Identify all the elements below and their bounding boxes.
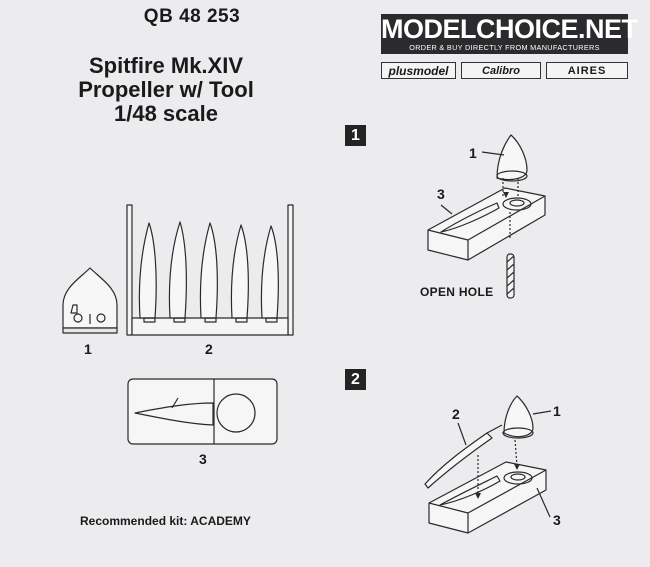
product-code: QB 48 253: [143, 6, 241, 27]
open-hole-note: OPEN HOLE: [420, 285, 494, 299]
title-line-2: Propeller w/ Tool: [78, 77, 254, 102]
aires-logo: AIRES: [546, 62, 628, 79]
step2-callout-1: 1: [553, 403, 561, 419]
recommended-kit: Recommended kit: ACADEMY: [80, 514, 251, 528]
brand-tagline: ORDER & BUY DIRECTLY FROM MANUFACTURERS: [409, 43, 600, 52]
spinner-part-drawing: [63, 268, 117, 333]
title-line-1: Spitfire Mk.XIV: [88, 53, 244, 78]
step2-callout-3: 3: [553, 512, 561, 528]
step1-callout-1: 1: [469, 145, 477, 161]
plusmodel-logo: plusmodel: [381, 62, 456, 79]
step-1-badge: 1: [345, 125, 366, 146]
step-2-badge: 2: [345, 369, 366, 390]
calibro-logo: Calibro: [461, 62, 541, 79]
step2-callout-2: 2: [452, 406, 460, 422]
step1-callout-3: 3: [437, 186, 445, 202]
step1-assembly-drawing: [428, 135, 545, 298]
part-3-label: 3: [199, 451, 207, 467]
brand-name: MODELCHOICE.NET: [381, 14, 638, 44]
part-2-label: 2: [205, 341, 213, 357]
step2-assembly-drawing: [425, 396, 551, 533]
part-1-label: 1: [84, 341, 92, 357]
blades-sprue-drawing: [127, 205, 293, 335]
tool-part-drawing: [128, 379, 277, 444]
title-line-3: 1/48 scale: [114, 101, 218, 126]
